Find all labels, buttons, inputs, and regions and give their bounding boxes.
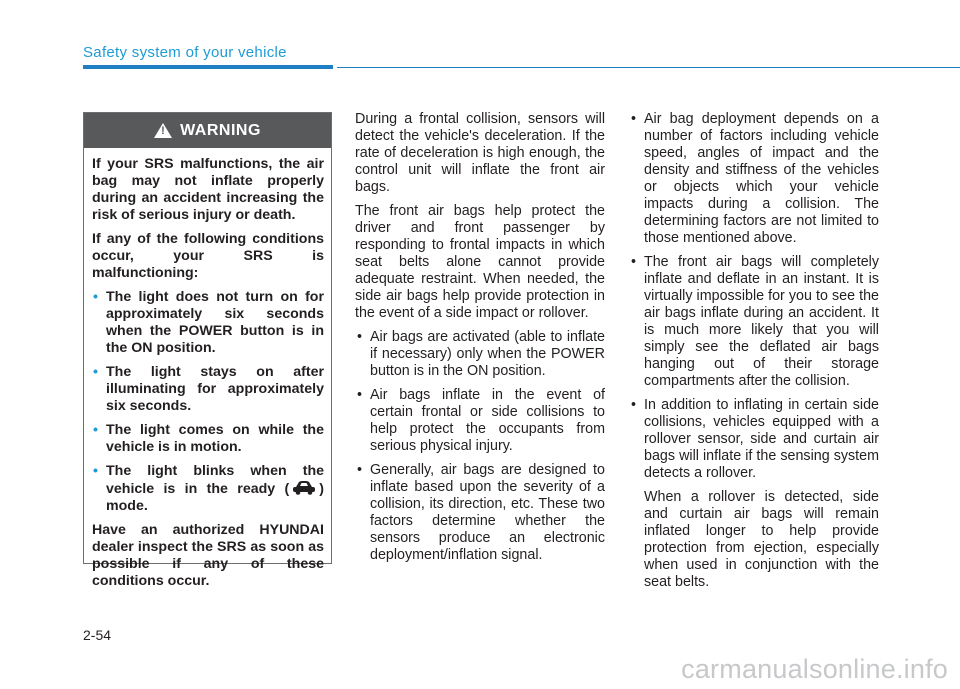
list-item: • Air bag deployment depends on a number of factors including vehicle speed, angles of impact and the density and stiffness of the vehicles or objects which your vehicle impacts during a collision. The determining factors are not limited to those mentioned above.	[629, 111, 879, 247]
warning-item-4-text-a: The light blinks when the vehicle is in the ready (	[106, 463, 324, 497]
header-rule-thick	[83, 65, 333, 69]
list-item: • Air bags inflate in the event of certain frontal or side collisions to help protect the occupants from serious physical injury.	[355, 387, 605, 455]
warning-box	[83, 112, 332, 589]
warning-list-item	[92, 463, 324, 515]
warning-list-item: • The light comes on while the vehicle is in motion.	[92, 422, 324, 456]
warning-body	[84, 148, 331, 590]
header-rule-thin	[337, 67, 960, 68]
warning-list-item: • The light does not turn on for approximately six seconds when the POWER button is in the ON position.	[92, 289, 324, 357]
list-item: • The front air bags will completely inflate and deflate in an instant. It is virtually impossible for you to see the air bags inflate during an accident. It is much more likely that you will simply see the deflated air bags hanging out of their storage compartments after the collision.	[629, 254, 879, 390]
col3-item-3-text: In addition to inflating in certain side collisions, vehicles equipped with a rollover sensor, side and curtain air bags will inflate if the sensing system detects a rollover.	[644, 397, 879, 481]
page-number: 2-54	[83, 627, 112, 643]
column-2	[355, 111, 605, 571]
watermark: carmanualsonline.info	[681, 654, 948, 684]
list-item: • Air bags are activated (able to inflate if necessary) only when the POWER button is in the ON position.	[355, 329, 605, 380]
col2-para-1: During a frontal collision, sensors will detect the vehicle's deceleration. If the rate of deceleration is high enough, the control unit will inflate the front air bags.	[355, 111, 605, 195]
col3-item-3-subpara: When a rollover is detected, side and curtain air bags will remain inflated longer to help provide protection from ejection, especially when used in conjunction with the seat belts.	[644, 489, 879, 590]
col2-para-2: The front air bags help protect the driver and front passenger by responding to frontal impacts in which seat belts alone cannot provide adequate restraint. When needed, the side air bags help provide protection in the event of a side impact or rollover.	[355, 203, 605, 321]
warning-para-3: Have an authorized HYUNDAI dealer inspect the SRS as soon as possible if any of these conditions occur.	[92, 522, 324, 589]
warning-triangle-icon	[154, 123, 172, 138]
warning-item-4-text-b: ) mode.	[106, 481, 324, 514]
ready-car-icon	[291, 480, 317, 495]
col3-list	[629, 111, 879, 591]
section-title: Safety system of your vehicle	[83, 44, 287, 61]
warning-para-1: If your SRS malfunctions, the air bag may not inflate properly during an accident increasing the risk of serious injury or death.	[92, 156, 324, 223]
list-item	[629, 397, 879, 591]
warning-list-item: • The light stays on after illuminating for approximately six seconds.	[92, 364, 324, 415]
warning-para-2: If any of the following conditions occur, your SRS is malfunctioning:	[92, 231, 324, 281]
warning-title: WARNING	[180, 121, 261, 139]
col2-list	[355, 329, 605, 564]
column-3	[629, 111, 879, 598]
warning-header	[84, 113, 331, 148]
warning-list	[92, 289, 324, 515]
list-item: • Generally, air bags are designed to inflate based upon the severity of a collision, its direction, etc. These two factors determine whether the sensors produce an electronic deployment/inflation signal.	[355, 462, 605, 564]
